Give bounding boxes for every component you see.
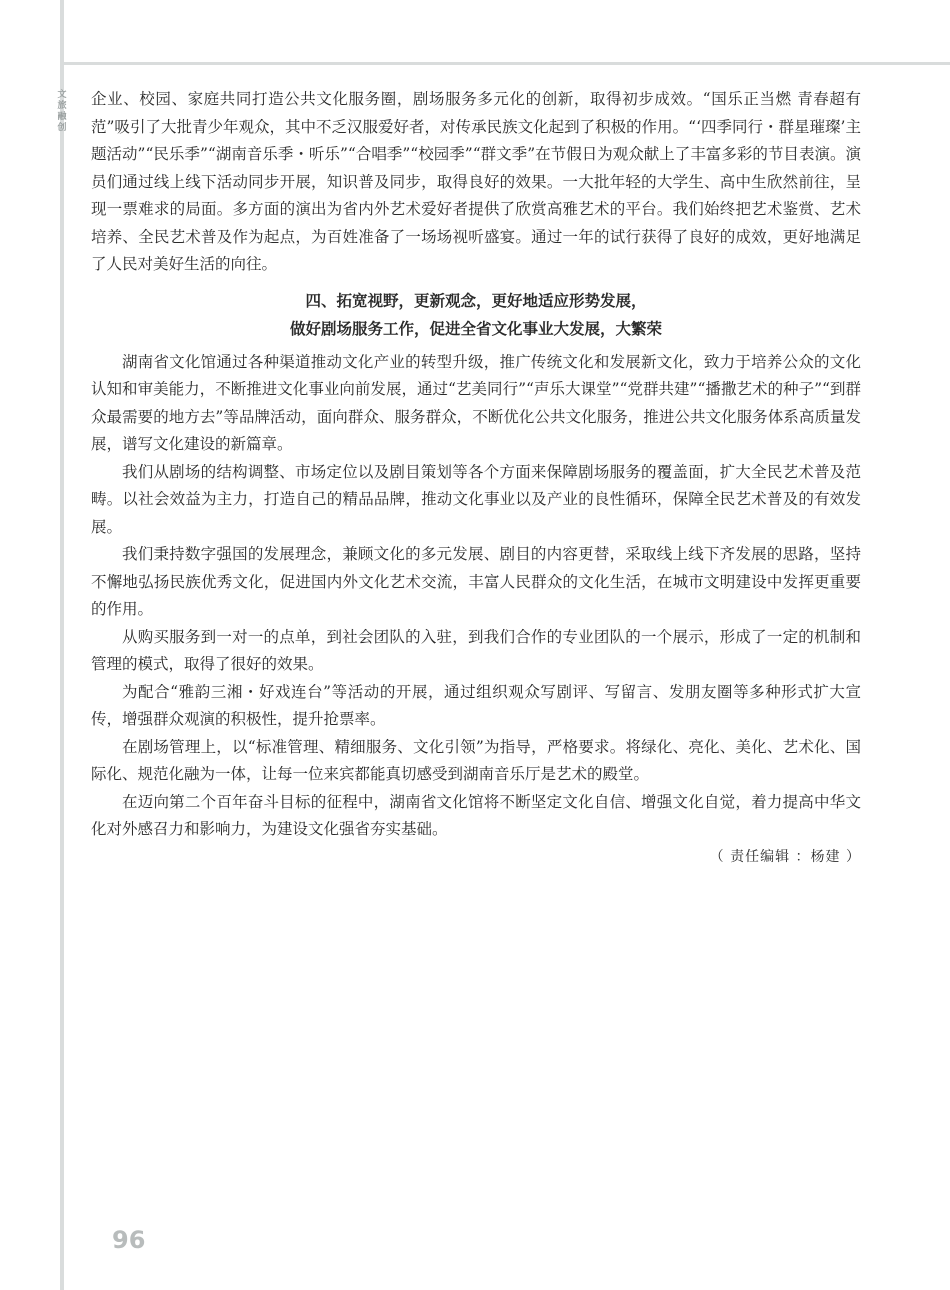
body-paragraph: 在迈向第二个百年奋斗目标的征程中，湖南省文化馆将不断坚定文化自信、增强文化自觉，着力提高中华文化对外感召力和影响力，为建设文化强省夯实基础。 bbox=[91, 792, 861, 838]
article-body bbox=[91, 86, 861, 870]
body-paragraph: 我们从剧场的结构调整、市场定位以及剧目策划等各个方面来保障剧场服务的覆盖面，扩大全民艺术普及范畴。以社会效益为主力，打造自己的精品品牌，推动文化事业以及产业的良性循环，保障全民艺术普及的有效发展。 bbox=[91, 462, 861, 536]
body-paragraph: 为配合“雅韵三湘・好戏连台”等活动的开展，通过组织观众写剧评、写留言、发朋友圈等多种形式扩大宣传，增强群众观演的积极性，提升抢票率。 bbox=[91, 682, 861, 728]
body-paragraph: 从购买服务到一对一的点单，到社会团队的入驻，到我们合作的专业团队的一个展示，形成了一定的机制和管理的模式，取得了很好的效果。 bbox=[91, 627, 861, 673]
intro-paragraph: 企业、校园、家庭共同打造公共文化服务圈，剧场服务多元化的创新，取得初步成效。“国乐正当燃 青春超有范”吸引了大批青少年观众，其中不乏汉服爱好者，对传承民族文化起到了积极的作用。“‘四季同行・群星璀璨’主题活动”“民乐季”“湖南音乐季・听乐”“合唱季”“校园季”“群文季”在节假日为观众献上了丰富多彩的节目表演。演员们通过线上线下活动同步开展，知识普及同步，取得良好的效果。一大批年轻的大学生、高中生欣然前往，呈现一票难求的局面。多方面的演出为省内外艺术爱好者提供了欣赏高雅艺术的平台。我们始终把艺术鉴赏、艺术培养、全民艺术普及作为起点，为百姓准备了一场场视听盛宴。通过一年的试行获得了良好的成效，更好地满足了人民对美好生活的向往。 bbox=[91, 90, 861, 273]
body-paragraph: 湖南省文化馆通过各种渠道推动文化产业的转型升级，推广传统文化和发展新文化，致力于培养公众的文化认知和审美能力，不断推进文化事业向前发展，通过“艺美同行”“声乐大课堂”“党群共建”“播撒艺术的种子”“到群众最需要的地方去”等品牌活动，面向群众、服务群众，不断优化公共文化服务，推进公共文化服务体系高质量发展，谱写文化建设的新篇章。 bbox=[91, 352, 861, 453]
body-paragraph: 在剧场管理上，以“标准管理、精细服务、文化引领”为指导，严格要求。将绿化、亮化、美化、艺术化、国际化、规范化融为一体，让每一位来宾都能真切感受到湖南音乐厅是艺术的殿堂。 bbox=[91, 737, 861, 783]
section-heading bbox=[91, 287, 861, 343]
section-heading-line-1: 四、拓宽视野，更新观念，更好地适应形势发展， bbox=[305, 290, 647, 310]
header-rule bbox=[64, 62, 950, 65]
page-number: 96 bbox=[112, 1226, 146, 1254]
editor-note: （ 责任编辑 ：杨建 ） bbox=[709, 848, 861, 865]
section-heading-line-2: 做好剧场服务工作，促进全省文化事业大发展，大繁荣 bbox=[289, 318, 662, 338]
section-tab: 文旅融创 bbox=[57, 90, 67, 133]
body-paragraph: 我们秉持数字强国的发展理念，兼顾文化的多元发展、剧目的内容更替，采取线上线下齐发展的思路，坚持不懈地弘扬民族优秀文化，促进国内外文化艺术交流，丰富人民群众的文化生活，在城市文明建设中发挥更重要的作用。 bbox=[91, 545, 861, 618]
left-margin-rule bbox=[60, 0, 64, 1290]
